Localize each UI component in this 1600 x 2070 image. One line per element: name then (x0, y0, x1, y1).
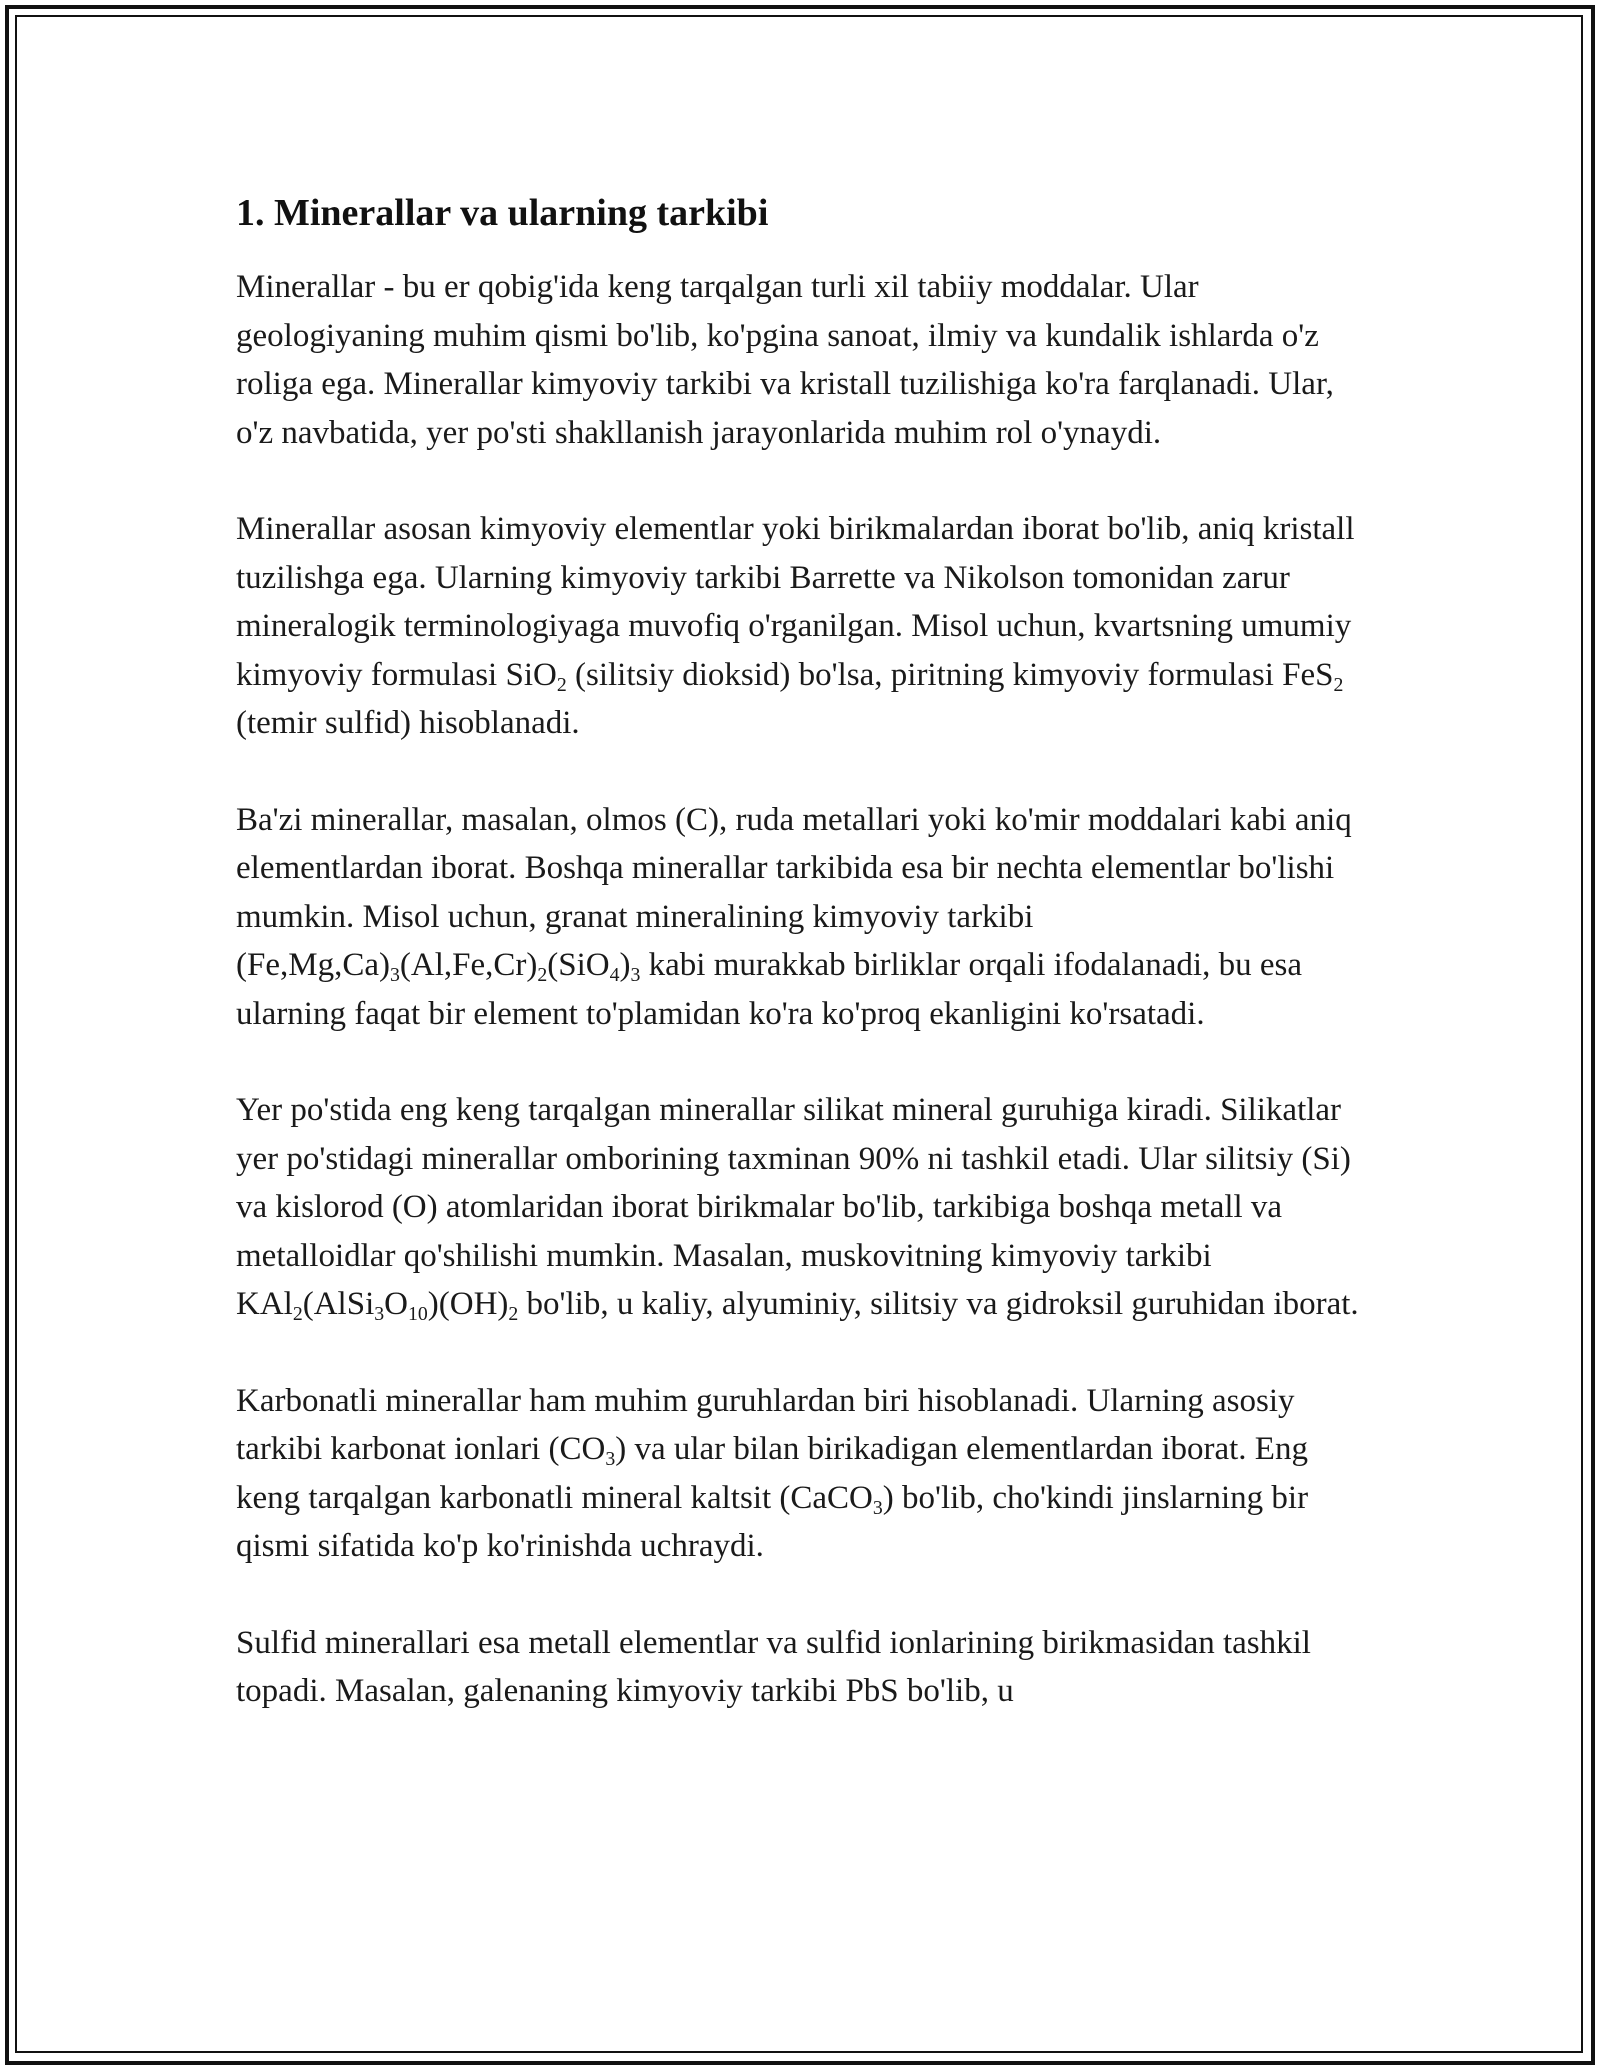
subscript: 2 (556, 673, 567, 696)
subscript: 3 (374, 1302, 385, 1325)
paragraph-intro: Minerallar - bu er qobig'ida keng tarqalgan turli xil tabiiy moddalar. Ular geologiyaning muhim qismi bo'lib, ko'pgina sanoat, ilmiy va kundalik ishlarda o'z roliga ega. Minerallar kimyoviy tarkibi va kristall tuzilishiga ko'ra farqlanadi. Ular, o'z navbatida, yer po'sti shakllanish jarayonlarida muhim rol o'ynaydi. (236, 269, 1334, 451)
text-run: (silitsiy dioksid) bo'lsa, piritning kimyoviy formulasi FeS (566, 656, 1334, 693)
text-run: ) bo'lib, cho'kindi jinslarning bir qismi sifatida ko'p ko'rinishda uchraydi. (236, 1479, 1309, 1564)
text-run: bo'lib, u kaliy, alyuminiy, silitsiy va gidroksil guruhidan iborat. (518, 1286, 1359, 1322)
subscript: 2 (1333, 673, 1344, 696)
subscript: 3 (872, 1496, 883, 1519)
paragraph-silicates (236, 1086, 1376, 1329)
subscript: 3 (605, 1447, 616, 1470)
subscript: 2 (537, 963, 548, 986)
text-run: Minerallar asosan kimyoviy elementlar yoki birikmalardan iborat bo'lib, aniq kristall tuzilishga ega. Ularning kimyoviy tarkibi Barrette va Nikolson tomonidan zarur mineralogik terminologiyaga muvofiq o'rganilgan. Misol uchun, kvartsning umumiy kimyoviy formulasi SiO (236, 511, 1355, 693)
paragraph-carbonates (236, 1377, 1376, 1571)
subscript: 3 (389, 963, 400, 986)
text-run: (Al,Fe,Cr) (399, 947, 538, 983)
document-body (236, 185, 1376, 1716)
paragraph-composition (236, 505, 1376, 748)
text-run: O (384, 1286, 408, 1322)
paragraph-elements (236, 796, 1376, 1039)
subscript: 4 (609, 963, 620, 986)
subscript: 3 (630, 963, 641, 986)
subscript: 10 (407, 1302, 428, 1325)
text-run: )(OH) (427, 1286, 509, 1322)
subscript: 2 (292, 1302, 303, 1325)
text-run: (AlSi (302, 1286, 375, 1322)
text-run: Yer po'stida eng keng tarqalgan minerallar silikat mineral guruhiga kiradi. Silikatlar yer po'stidagi minerallar omborining taxminan 90% ni tashkil etadi. Ular silitsiy (Si) va kislorod (O) atomlaridan iborat birikmalar bo'lib, tarkibiga boshqa metall va metalloidlar qo'shilishi mumkin. Masalan, muskovitning kimyoviy tarkibi KAl (236, 1092, 1351, 1322)
text-run: Karbonatli minerallar ham muhim guruhlardan biri hisoblanadi. Ularning asosiy tarkibi karbonat ionlari (CO (236, 1382, 1295, 1467)
text-run: (temir sulfid) hisoblanadi. (236, 705, 580, 741)
text-run: kabi murakkab birliklar orqali ifodalanadi, bu esa ularning faqat bir element to'plamidan ko'ra ko'proq ekanligini ko'rsatadi. (236, 947, 1302, 1032)
text-run: ) va ular bilan birikadigan elementlardan iborat. Eng keng tarqalgan karbonatli mineral kaltsit (CaCO (236, 1431, 1308, 1516)
text-run: ) (619, 947, 631, 983)
paragraph-sulfides: Sulfid minerallari esa metall elementlar va sulfid ionlarining birikmasidan tashkil topadi. Masalan, galenaning kimyoviy tarkibi PbS bo'lib, u (236, 1624, 1311, 1709)
section-heading: 1. Minerallar va ularning tarkibi (236, 192, 769, 234)
text-run: (SiO (547, 947, 610, 983)
subscript: 2 (508, 1302, 519, 1325)
text-run: Ba'zi minerallar, masalan, olmos (C), ruda metallari yoki ko'mir moddalari kabi aniq elementlardan iborat. Boshqa minerallar tarkibida esa bir nechta elementlar bo'lishi mumkin. Misol uchun, granat mineralining kimyoviy tarkibi (Fe,Mg,Ca) (236, 801, 1352, 983)
